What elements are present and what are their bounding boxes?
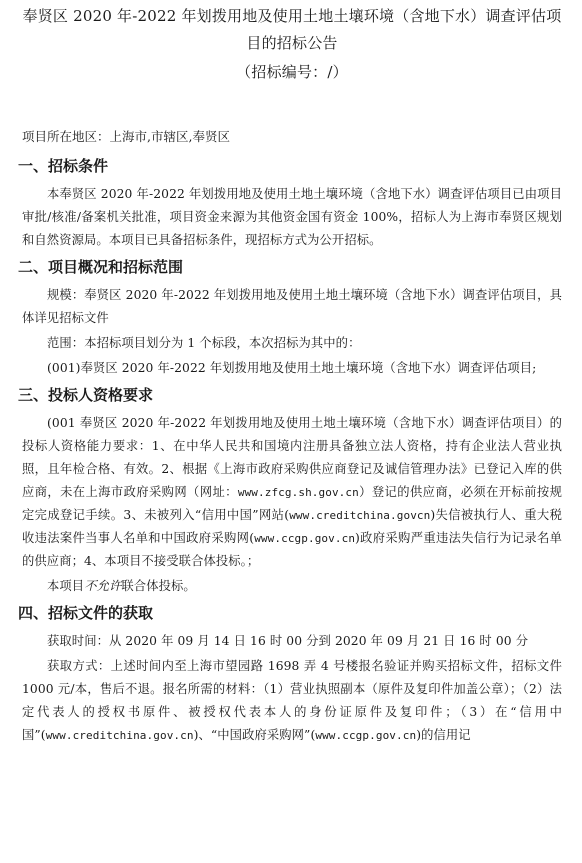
creditchina-link-2[interactable]: www.creditchina.gov.cn <box>45 729 194 742</box>
zfcg-link[interactable]: www.zfcg.sh.gov.cn <box>237 486 359 499</box>
lot-paragraph: (001)奉贤区 2020 年-2022 年划拨用地及使用土地土壤环境（含地下水）调查评估项目; <box>47 361 537 375</box>
qualification-text-d: )政府采购严重违法失信行为记录名单的供应商；4、本项目不接受联合体投标。； <box>22 531 562 568</box>
obtain-method-text-c: )的信用记 <box>416 728 471 742</box>
title-line-2: 目的招标公告 <box>246 34 338 52</box>
obtain-method-text-b: )、“中国政府采购网”( <box>193 728 316 742</box>
section-heading-qualification: 三、投标人资格要求 <box>18 386 154 404</box>
project-location: 项目所在地区：上海市,市辖区,奉贤区 <box>22 129 230 144</box>
section-heading-obtain-documents: 四、招标文件的获取 <box>18 604 154 622</box>
title-line-1: 奉贤区 2020 年-2022 年划拨用地及使用土地土壤环境（含地下水）调查评估项 <box>22 7 562 25</box>
section-heading-conditions: 一、招标条件 <box>18 157 109 175</box>
conditions-paragraph: 本奉贤区 2020 年-2022 年划拨用地及使用土地土壤环境（含地下水）调查评估项目已由项目审批/核准/备案机关批准，项目资金来源为其他资金国有资金 100%，招标人为上海市奉贤区规划和自然资源局。本项目已具备招标条件，现招标方式为公开招标。 <box>22 187 562 247</box>
qualification-paragraph <box>22 412 562 573</box>
scale-paragraph: 规模：奉贤区 2020 年-2022 年划拨用地及使用土地土壤环境（含地下水）调查评估项目，具体详见招标文件 <box>22 288 562 325</box>
tender-code: （招标编号：/） <box>236 63 348 81</box>
qualification-text-b: ）登记的供应商，必须在开标前按规定完成登记手续。3、未被列入“信用中国”网站( <box>22 485 562 522</box>
consortium-text-a: 本项目 <box>47 579 85 593</box>
section-heading-overview: 二、项目概况和招标范围 <box>18 258 184 276</box>
consortium-text-b: 联合体投标。 <box>121 579 196 593</box>
document-title <box>22 3 562 86</box>
qualification-text-c: )失信被执行人、重大税收违法案件当事人名单和中国政府采购网( <box>22 508 562 545</box>
creditchina-link[interactable]: www.creditchina.govcn <box>289 509 431 522</box>
consortium-not-allowed: 不允许 <box>84 579 122 593</box>
scope-paragraph: 范围：本招标项目划分为 1 个标段，本次招标为其中的： <box>47 336 361 350</box>
obtain-method-text-a: 获取方式：上述时间内至上海市望园路 1698 弄 4 号楼报名验证并购买招标文件，招标文件 1000 元/本，售后不退。报名所需的材料：（1）营业执照副本（原件及复印件加盖公章）；（2）法定代表人的授权书原件、被授权代表本人的身份证原件及复印件；（3）在“信用中国”( <box>22 659 562 742</box>
ccgp-link[interactable]: www.ccgp.gov.cn <box>254 532 356 545</box>
obtain-time-paragraph: 获取时间：从 2020 年 09 月 14 日 16 时 00 分到 2020 年 09 月 21 日 16 时 00 分 <box>47 634 529 648</box>
obtain-method-paragraph <box>22 655 562 747</box>
consortium-paragraph <box>22 575 562 598</box>
ccgp-link-2[interactable]: www.ccgp.gov.cn <box>315 729 417 742</box>
qualification-text-a: (001 奉贤区 2020 年-2022 年划拨用地及使用土地土壤环境（含地下水）调查评估项目）的投标人资格能力要求：1、在中华人民共和国境内注册具备独立法人资格，持有企业法人营业执照，且年检合格、有效。2、根据《上海市政府采购供应商登记及诚信管理办法》已登记入库的供应商，未在上海市政府采购网（网址： <box>22 416 562 499</box>
